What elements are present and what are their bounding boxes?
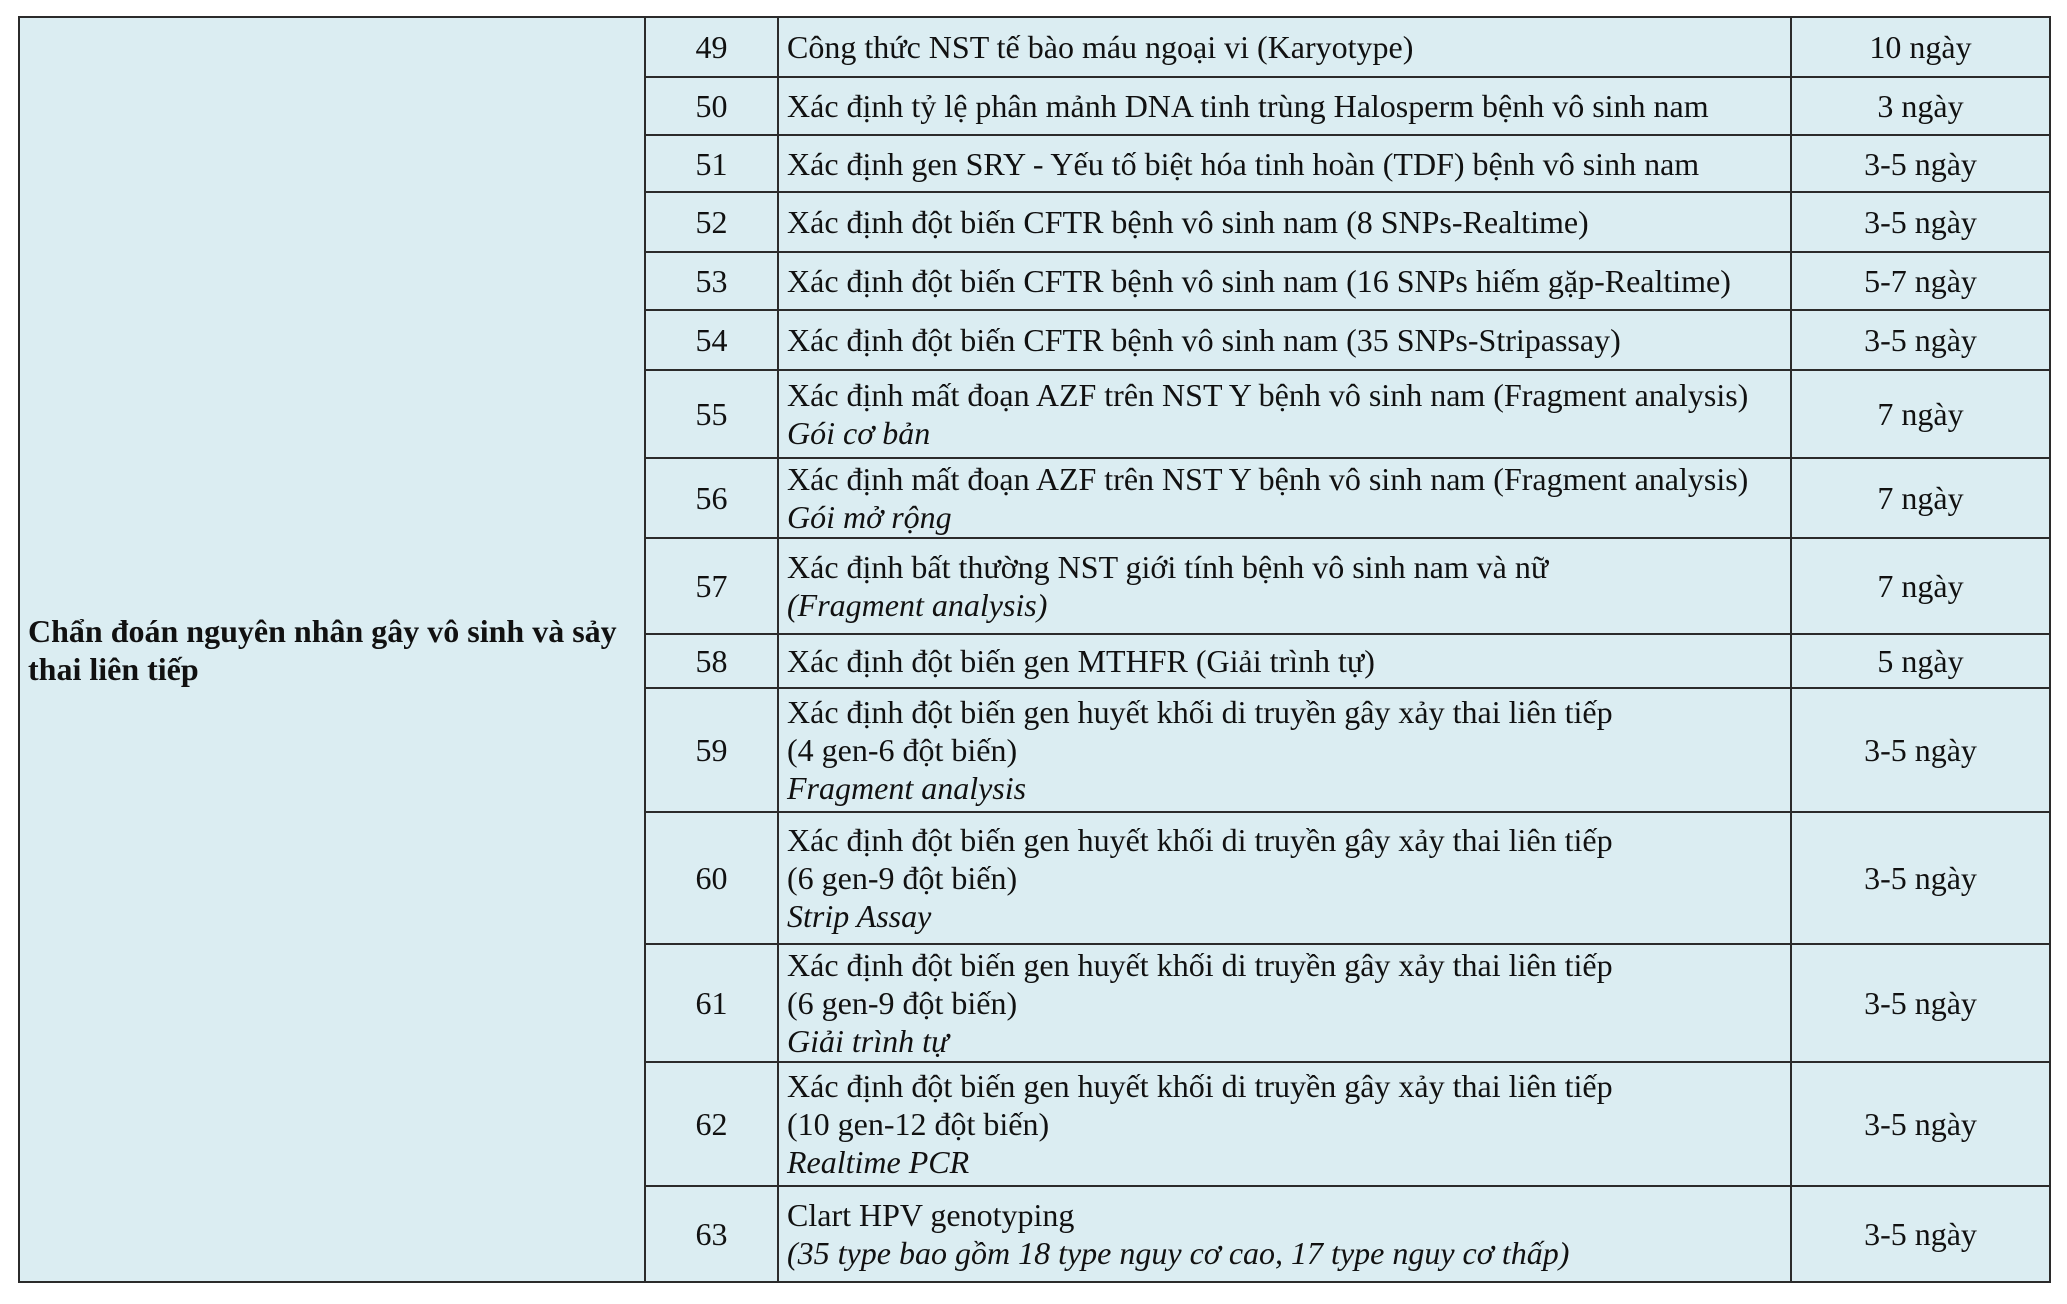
row-number: 53 [645,252,778,310]
test-name [778,1186,1791,1282]
test-name-line: Xác định đột biến gen huyết khối di truyền gây xảy thai liên tiếp [787,947,1613,983]
test-scope-line: (10 gen-12 đột biến) [787,1106,1050,1142]
test-name [778,634,1791,688]
test-method-line: Realtime PCR [787,1144,970,1180]
test-name [778,458,1791,538]
category-label: Chẩn đoán nguyên nhân gây vô sinh và sảy thai liên tiếp [28,612,617,687]
test-method-line: Gói cơ bản [787,415,931,451]
turnaround-time: 3-5 ngày [1791,812,2050,944]
turnaround-time: 5-7 ngày [1791,252,2050,310]
test-name [778,252,1791,310]
row-number: 57 [645,538,778,634]
test-name [778,812,1791,944]
test-price-table [18,16,2051,1283]
turnaround-time: 3-5 ngày [1791,1186,2050,1282]
row-number: 56 [645,458,778,538]
test-method-line: (Fragment analysis) [787,587,1048,623]
turnaround-time: 3-5 ngày [1791,944,2050,1062]
row-number: 50 [645,77,778,135]
turnaround-time: 7 ngày [1791,370,2050,458]
test-name-line: Xác định đột biến gen huyết khối di truyền gây xảy thai liên tiếp [787,822,1613,858]
row-number: 55 [645,370,778,458]
category-cell [19,17,645,1282]
turnaround-time: 3-5 ngày [1791,310,2050,370]
test-name-line: Công thức NST tế bào máu ngoại vi (Karyotype) [787,29,1414,65]
row-number: 51 [645,135,778,192]
row-number: 63 [645,1186,778,1282]
row-number: 61 [645,944,778,1062]
turnaround-time: 7 ngày [1791,538,2050,634]
test-name [778,135,1791,192]
test-name-line: Xác định mất đoạn AZF trên NST Y bệnh vô sinh nam (Fragment analysis) [787,377,1749,413]
row-number: 58 [645,634,778,688]
test-name-line: Clart HPV genotyping [787,1197,1075,1233]
row-number: 59 [645,688,778,812]
turnaround-time: 10 ngày [1791,17,2050,77]
test-name-line: Xác định bất thường NST giới tính bệnh vô sinh nam và nữ [787,549,1549,585]
test-name [778,1062,1791,1186]
test-name-line: Xác định đột biến CFTR bệnh vô sinh nam (35 SNPs-Stripassay) [787,322,1621,358]
test-method-line: (35 type bao gồm 18 type nguy cơ cao, 17 type nguy cơ thấp) [787,1235,1570,1271]
row-number: 54 [645,310,778,370]
test-name [778,370,1791,458]
test-name-line: Xác định mất đoạn AZF trên NST Y bệnh vô sinh nam (Fragment analysis) [787,461,1749,497]
turnaround-time: 3-5 ngày [1791,192,2050,252]
test-name-line: Xác định đột biến CFTR bệnh vô sinh nam (16 SNPs hiếm gặp-Realtime) [787,263,1731,299]
turnaround-time: 3-5 ngày [1791,688,2050,812]
turnaround-time: 7 ngày [1791,458,2050,538]
test-method-line: Fragment analysis [787,770,1027,806]
test-name [778,538,1791,634]
test-name [778,77,1791,135]
turnaround-time: 3 ngày [1791,77,2050,135]
row-number: 52 [645,192,778,252]
test-name [778,310,1791,370]
test-name [778,17,1791,77]
row-number: 60 [645,812,778,944]
test-name-line: Xác định đột biến gen MTHFR (Giải trình tự) [787,643,1375,679]
turnaround-time: 3-5 ngày [1791,135,2050,192]
test-name [778,688,1791,812]
turnaround-time: 5 ngày [1791,634,2050,688]
test-name-line: Xác định đột biến gen huyết khối di truyền gây xảy thai liên tiếp [787,694,1613,730]
test-name-line: Xác định đột biến gen huyết khối di truyền gây xảy thai liên tiếp [787,1068,1613,1104]
test-name [778,192,1791,252]
test-scope-line: (6 gen-9 đột biến) [787,860,1018,896]
test-name-line: Xác định tỷ lệ phân mảnh DNA tinh trùng Halosperm bệnh vô sinh nam [787,88,1709,124]
test-name [778,944,1791,1062]
test-scope-line: (6 gen-9 đột biến) [787,985,1018,1021]
table-row [19,17,2050,77]
row-number: 62 [645,1062,778,1186]
turnaround-time: 3-5 ngày [1791,1062,2050,1186]
test-scope-line: (4 gen-6 đột biến) [787,732,1018,768]
test-method-line: Giải trình tự [787,1023,949,1059]
test-name-line: Xác định đột biến CFTR bệnh vô sinh nam (8 SNPs-Realtime) [787,204,1589,240]
test-method-line: Strip Assay [787,898,932,934]
test-method-line: Gói mở rộng [787,499,952,535]
row-number: 49 [645,17,778,77]
test-name-line: Xác định gen SRY - Yếu tố biệt hóa tinh hoàn (TDF) bệnh vô sinh nam [787,145,1700,182]
